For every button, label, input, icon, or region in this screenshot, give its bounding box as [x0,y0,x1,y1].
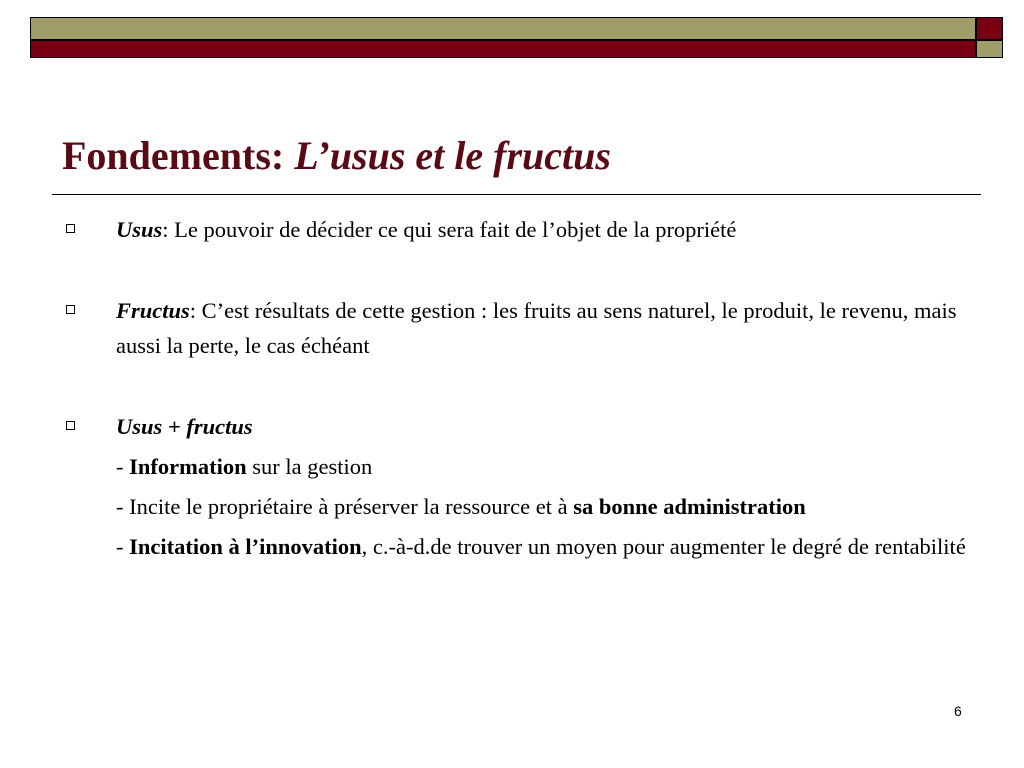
bullet-square-icon [66,224,75,233]
bullet-fructus-term: Fructus [116,298,190,323]
sub-item-text: sur la gestion [246,454,373,479]
sub-item-text: , c.-à-d.de trouver un moyen pour augmenter le degré de rentabilité [361,534,966,559]
page-number: 6 [954,703,962,719]
header-bar-olive [30,17,976,40]
sub-item-prefix: - [116,454,130,479]
sub-item-prefix: - [116,534,130,559]
bullet-usus-term: Usus [116,217,163,242]
bullet-usus-fructus [62,409,972,444]
sub-item-information [62,449,972,484]
slide-content [62,212,972,564]
bullet-fructus [62,293,972,363]
sub-item-bold: Incitation à l’innovation [129,534,362,559]
bullet-square-icon [66,305,75,314]
sub-item-innovation [62,529,972,564]
sub-item-bold: Information [129,454,247,479]
slide-title-italic: L’usus et le fructus [294,133,611,178]
bullet-square-icon [66,421,75,430]
sub-item-bold: sa bonne administration [573,494,806,519]
header-square-maroon [976,17,1003,40]
slide-title-main: Fondements: [62,133,285,178]
sub-item-prefix: - Incite le propriétaire à préserver la ressource et à [116,494,574,519]
bullet-usus [62,212,972,247]
bullet-usus-fructus-term: Usus + fructus [116,414,253,439]
sub-item-administration [62,489,972,524]
slide-title [62,132,611,180]
title-underline [52,194,981,195]
bullet-usus-text: : Le pouvoir de décider ce qui sera fait de l’objet de la propriété [162,217,737,242]
header-bar-maroon [30,40,976,58]
header-square-olive [976,40,1003,58]
bullet-fructus-text: : C’est résultats de cette gestion : les fruits au sens naturel, le produit, le revenu, mais aussi la perte, le cas échéant [116,298,957,358]
